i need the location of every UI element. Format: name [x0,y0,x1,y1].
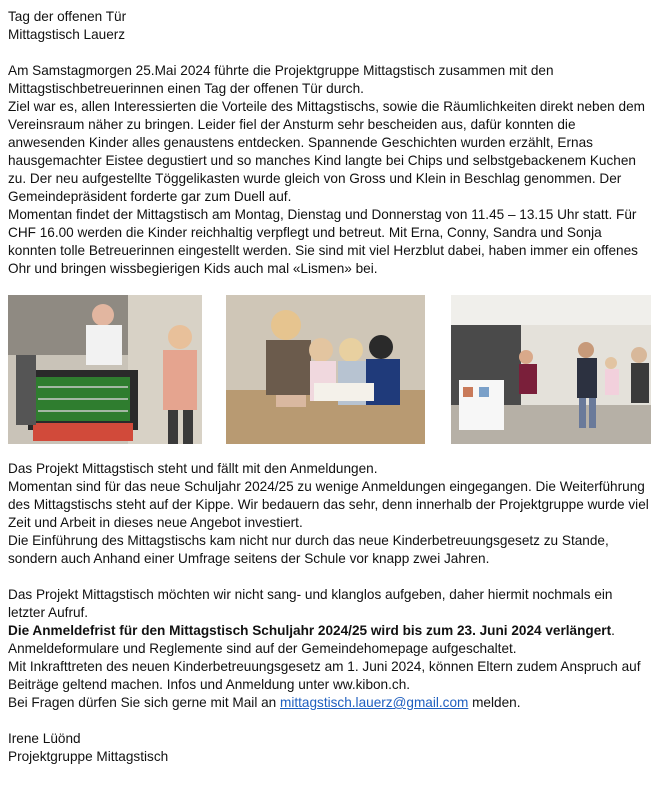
body-paragraph-3: Die Einführung des Mittagstischs kam nicht nur durch das neue Kinderbetreuungsgesetz zu Stande, sondern auch Anhand einer Umfrage seitens der Schule vor knapp zwei Jahren. [8,533,609,566]
contact-prefix: Bei Fragen dürfen Sie sich gerne mit Mail an [8,695,277,710]
signature-name: Irene Lüönd [8,731,81,746]
photo-row [8,295,651,445]
room-icon [451,295,651,444]
page-title: Tag der offenen Tür [8,9,127,24]
document-bottom [8,460,653,766]
intro-paragraph-2: Ziel war es, allen Interessierten die Vorteile des Mittagstischs, sowie die Räumlichkeiten direkt neben dem Vereinsraum näher zu bringen. Leider fiel der Ansturm sehr bescheiden aus, dafür konnten die anwesenden Kinder alles genaustens entdecken. Spannende Geschichten wurden erzählt, Ernas hausgemachter Eistee degustiert und so manches Kind langte bei Chips und selbstgebackenem Kuchen zu. Der neu aufgestellte Töggelikasten wurde gleich von Gross und Klein in Beschlag genommen. Der Gemeindepräsident forderte gar zum Duell auf. [8,99,645,204]
body-paragraph-5: Anmeldeformulare und Reglemente sind auf der Gemeindehomepage aufgeschaltet. [8,641,517,656]
foosball-photo [8,295,202,444]
deadline-period: . [611,623,615,638]
body-paragraph-1: Das Projekt Mittagstisch steht und fällt mit den Anmeldungen. [8,461,378,476]
foosball-table-icon [8,295,202,444]
room-photo [451,295,651,444]
body-paragraph-6: Mit Inkrafttreten des neuen Kinderbetreuungsgesetz am 1. Juni 2024, können Eltern zudem Anspruch auf Beiträge geltend machen. Infos und Anmeldung unter ww.kibon.ch. [8,659,641,692]
document-top [8,0,653,278]
contact-line [8,694,653,712]
deadline-notice [8,622,653,640]
email-link[interactable]: mittagstisch.lauerz@gmail.com [280,695,469,710]
page-subtitle: Mittagstisch Lauerz [8,27,126,42]
body-paragraph-2: Momentan sind für das neue Schuljahr 2024/25 zu wenige Anmeldungen eingegangen. Die Weiterführung des Mittagstischs steht auf der Kippe. Wir bedauern das sehr, denn innerhalb der Projektgruppe wurde viel Zeit und Arbeit in dieses neue Angebot investiert. [8,479,649,530]
intro-paragraph-1: Am Samstagmorgen 25.Mai 2024 führte die Projektgruppe Mittagstisch zusammen mit den Mittagstischbetreuerinnen einen Tag der offenen Tür durch. [8,63,554,96]
signature-group: Projektgruppe Mittagstisch [8,749,169,764]
children-reading-icon [226,295,425,444]
body-paragraph-4: Das Projekt Mittagstisch möchten wir nicht sang- und klanglos aufgeben, daher hiermit nochmals ein letzter Aufruf. [8,587,613,620]
intro-paragraph-3: Momentan findet der Mittagstisch am Montag, Dienstag und Donnerstag von 11.45 – 13.15 Uhr statt. Für CHF 16.00 werden die Kinder reichhaltig verpflegt und betreut. Mit Erna, Conny, Sandra und Sonja konnten tolle Betreuerinnen eingestellt werden. Sie sind mit viel Herzblut dabei, haben immer ein offenes Ohr und bringen wissbegierigen Kids auch mal «Lismen» bei. [8,207,638,276]
contact-suffix: melden. [472,695,521,710]
reading-photo [226,295,425,444]
deadline-text: Die Anmeldefrist für den Mittagstisch Schuljahr 2024/25 wird bis zum 23. Juni 2024 verlängert [8,623,612,638]
